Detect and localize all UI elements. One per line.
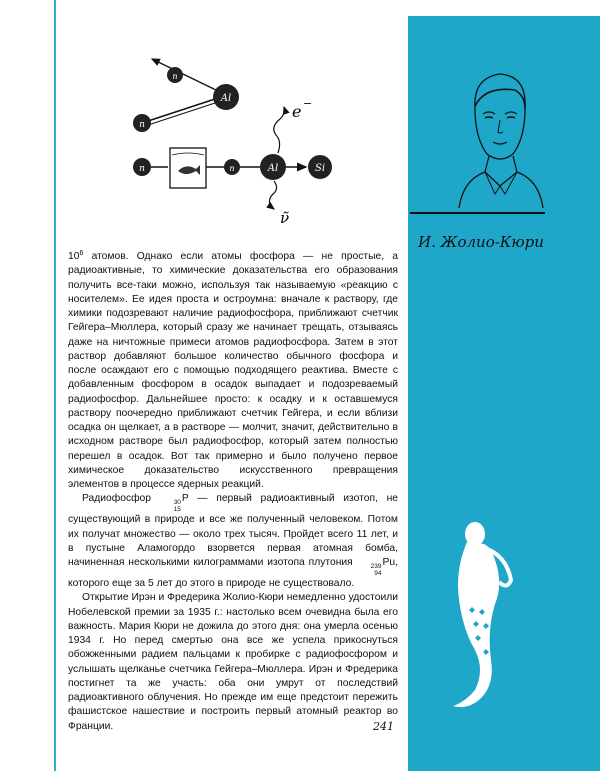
nuclear-reaction-diagram: [120, 45, 370, 235]
page-number: 241: [373, 720, 394, 733]
svg-text:Al: Al: [220, 93, 232, 104]
electron-track: [274, 107, 285, 153]
svg-text:n: n: [139, 164, 145, 174]
isotope-p30: 30 15: [173, 499, 181, 514]
caption-rule: [410, 212, 545, 214]
neutron-particle-bottom-left: [133, 158, 151, 176]
neutrino-label: ν̃: [280, 209, 290, 227]
neutron-particle-top-left: [133, 114, 151, 132]
mermaid-illustration: [445, 520, 525, 710]
svg-text:Al: Al: [267, 163, 279, 174]
water-tank-moderator: [170, 148, 206, 188]
silicon-nucleus: [308, 155, 332, 179]
neutrino-track: [269, 181, 276, 209]
left-margin-rule: [54, 0, 56, 771]
portrait-drawing: [455, 68, 545, 208]
electron-label: e: [292, 102, 302, 121]
scattered-neutron-track: [152, 59, 218, 91]
paragraph-1: $10^6$ атомов. Однако если атомы фосфора — не простые, а радиоактивные, то химические доказательства его образования получить все-таки можно, используя так называемую «реакцию с носителем». Ее идея проста и остроумна: вначале к раствору, где химики подозревают наличие радиофосфора, приближают счетчик Гейгера–Мюллера, который сразу же начинает трещать, отзываясь даже на ничтожные примеси атомов радиофосфора. Затем в этот раствор добавляют большое количество обычного фосфора и после осаждают его с помощью подходящего реактива. Вместе с добавленным фосфором в осадок выпадает и подозреваемый радиофосфор. Дальнейшее просто: к осадку и к оставшемуся раствору поочередно приближают счетчик Гейгера, и если вблизи осадка он щелкает, а в растворе — молчит, значит, действительно в исходном растворе был радиофосфор, который затем полностью перешел в осадок. Вот так примерно и было получено первое химическое доказательство искусственного превращения элементов в процессе ядерных реакций.: [68, 250, 398, 490]
svg-text:n: n: [229, 164, 235, 173]
incoming-neutron-track: [142, 99, 215, 123]
svg-text:n: n: [172, 72, 178, 81]
electron-charge: −: [303, 97, 313, 110]
portrait-caption: И. Жолио-Кюри: [418, 233, 544, 251]
neutron-particle-moderated: [224, 159, 240, 175]
svg-text:Si: Si: [314, 163, 326, 174]
isotope-pu239: 239 94: [370, 563, 382, 577]
neutron-particle-scattered: [167, 67, 183, 83]
aluminium-nucleus-top: [213, 84, 239, 110]
paragraph-3: Открытие Ирэн и Фредерика Жолио-Кюри немедленно удостоили Нобелевской премии за 1935 г.: настолько всем очевидна была его важность. Мария Кюри не дожила до этого дня: она умерла осенью 1934 г. Но перед смертью она все же успела прикоснуться обожженными радием пальцами к пробирке с радиофосфором и услышать щелканье счетчика Гейгера–Мюллера. Ирэн и Фредерика постигнет та же участь: оба они умрут от последствий радиоактивного облучения. Но прежде им еще предстоит пережить фашистское нашествие и построить первый атомный реактор во Франции.: [68, 592, 398, 732]
aluminium-nucleus-bottom: [260, 154, 286, 180]
body-text: [68, 250, 398, 734]
paragraph-2: Радиофосфор 30 15 P — первый радиоактивный изотоп, не существующий в природе и все же полученный человеком. Потом их получат множество — около трех тысяч. Пройдет всего 11 лет, и в пустыне Аламогордо взорвется первая атомная бомба, начиненная несколькими килограммами изотопа плутония 239 94 Pu, которого еще за 5 лет до этого в природе не существовало.: [68, 493, 398, 589]
neutron-label: n: [139, 120, 145, 130]
